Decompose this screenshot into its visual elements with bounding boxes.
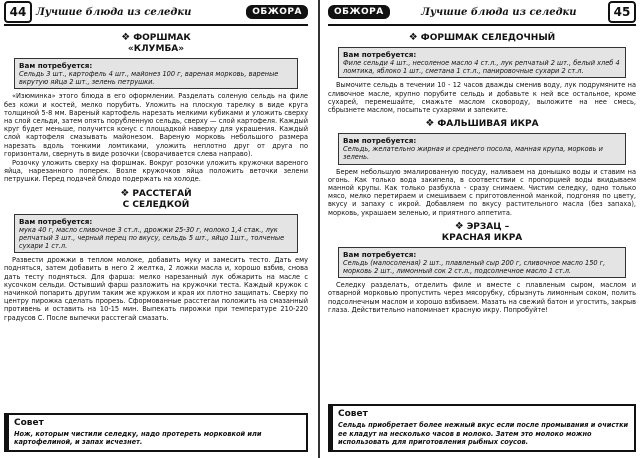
advice-box [4, 413, 308, 452]
ingredients-heading: Вам потребуется: [343, 136, 417, 146]
bullet-icon: ❖ [425, 118, 435, 130]
recipe-paragraph: Развести дрожжи в теплом молоке, добавить муку и замесить тесто. Дать ему подняться, затем добавить в него 2 желтка, 2 ложки масла и, хорошо взбив, снова дать тесту подняться. Для фарша: мелко нарезанный лук обжарить на масле с кусочком сельди. Остывший фарш разложить на кружочки теста. Каждый кружок с начинкой попарить другим таким же кружком и края их плотно защипать. Сверху по центру пирожка сделать прорезь. Сформованные расстегаи положить на смазанный противень и оставить на 10-15 мин. Выпекать пирожки при температуре 210-220 градусов С. После выпечки расстегай смазать. [4, 256, 308, 322]
ingredients-text: Сельдь 3 шт., картофель 4 шт., майонез 100 г, вареная морковь, вареные вкрутую яйца 2 шт., зелень петрушки. [19, 70, 279, 87]
bullet-icon: ❖ [408, 32, 418, 43]
ingredients-text: Сельдь, желательно жирная и среднего посола, манная крупа, морковь и зелень. [343, 145, 603, 162]
advice-heading: Совет [338, 409, 368, 420]
bullet-icon: ❖ [454, 220, 464, 232]
page-number: 44 [4, 1, 32, 23]
recipe-title: ❖ ФОРШМАК «КЛУМБА» [121, 32, 191, 54]
page-number: 45 [608, 1, 636, 23]
ingredients-text: Сельдь (малосоленая) 2 шт., плавленый сыр 200 г, сливочное масло 150 г, морковь 2 шт., лимонный сок 2 ст.л., подсолнечное масло 1 ст.л. [343, 258, 606, 276]
recipe-paragraph: «Изюминка» этого блюда в его оформлении. Разделать соленую сельдь на филе без кожи и костей, мелко порубить. Уложить на плоскую тарелку в виде круга толщиной 5-8 мм. Вареный картофель нарезать мелкими кубиками и уложить сверху на слой сельди, затем опять порубленную сельдь, сверху — слой картофеля. Каждый круг будет меньше, получится конус с площадкой наверху для украшения. Каждый слой картофеля смазывать майонезом. Вареную морковь небольшого размера нарезать вдоль тонкими ломтиками, уложить неплотно друг от друга по горизонтали, свернуть в виде розочки (сворачивается слева направо). [4, 92, 308, 158]
advice-box [328, 404, 636, 452]
advice-heading: Совет [14, 417, 44, 428]
recipe-paragraph: Селедку разделать, отделить филе и вместе с плавленым сыром, маслом и отварной морковью пропустить через мясорубку, сбрызнуть лимонным соком, полить подсолнечным маслом и хорошо взбиваем. Мазать на свежий батон и угостить, закрыв глаза. Действительно напоминает красную икру. Попробуйте! [328, 281, 636, 314]
ingredients-box [14, 214, 298, 254]
ingredients-box [338, 47, 626, 78]
advice-bar [328, 404, 333, 452]
recipe-title: ❖ ФОРШМАК СЕЛЕДОЧНЫЙ [408, 32, 556, 43]
ingredients-box [338, 247, 626, 278]
recipe-paragraph: Розочку уложить сверху на форшмак. Вокруг розочки уложить кружочки вареного яйца, нарезанного поперек. Возле кружочков яйца положить веточки зелени петрушки. Перед подачей блюдо подержать на холоде. [4, 159, 308, 184]
right-page [320, 0, 640, 458]
advice-text: Нож, которым чистили селедку, надо протереть морковкой или картофелиной, и запах исчезнет. [14, 429, 262, 446]
oboxhora-logo: ОБЖОРА [328, 5, 390, 19]
ingredients-box [14, 58, 298, 89]
recipe-paragraph: Берем небольшую эмалированную посуду, наливаем на донышко воды и ставим на огонь. Как только вода закипела, в соответствии с пропорцией воды вкидываем манной крупы. Как только разбухла - сразу снимаем. Чистим селедку, одно только мясо, мелко перетираем и смешиваем с приготовленной манкой, подгоняя по цвету, вкусу и запаху с икрой. Добавляем по вкусу растительного масла (без запаха), морковь, украшаем зеленью, и приятного аппетита. [328, 167, 636, 217]
recipe-title: ❖ ЭРЗАЦ – КРАСНАЯ ИКРА [441, 220, 523, 243]
ingredients-heading: Вам потребуется: [19, 61, 93, 70]
oboxhora-logo: ОБЖОРА [246, 5, 308, 19]
bullet-icon: ❖ [120, 187, 130, 199]
bullet-icon: ❖ [121, 32, 131, 43]
recipe-title: ❖ ФАЛЬШИВАЯ ИКРА [425, 118, 539, 130]
recipe-paragraph: Вымочите сельдь в течении 10 - 12 часов дважды сменив воду, лук подрумяните на сливочное масле, крупно порубите сельдь и добавьте к ней все остальное, кроме сухарей, перемешайте, смажьте маслом сковороду, выложите на нее смесь, сбрызнете маслом, посыпьте сухарями и запеките. [328, 81, 636, 115]
page-header [4, 0, 308, 26]
page-header [328, 0, 636, 26]
ingredients-text: Филе сельди 4 шт., несоленое масло 4 ст.л., лук репчатый 2 шт., белый хлеб 4 ломтика, яблоко 1 шт., сметана 1 ст.л., панировочные сухари 2 ст.л. [343, 59, 620, 76]
ingredients-heading: Вам потребуется: [343, 50, 417, 59]
advice-bar [4, 413, 9, 452]
ingredients-heading: Вам потребуется: [343, 249, 417, 259]
advice-text: Сельдь приобретает более нежный вкус если после промывания и очистки ее кладут на несколько часов в молоко. Затем это молоко можно использовать для приготовления рыбных соусов. [338, 421, 629, 446]
ingredients-text: мука 40 г, масло сливочное 3 ст.л., дрожжи 25-30 г, молоко 1,4 стак., лук репчатый 3 шт., черный перец по вкусу, сельдь 5 шт., яйцо 1шт., толченые сухари 1 ст.л. [19, 225, 285, 251]
ingredients-heading: Вам потребуется: [19, 216, 93, 226]
recipe-title: ❖ РАССТЕГАЙ С СЕЛЕДКОЙ [120, 187, 192, 210]
running-title: Лучшие блюда из селедки [421, 6, 577, 18]
running-title: Лучшие блюда из селедки [36, 6, 192, 18]
ingredients-box [338, 133, 626, 164]
